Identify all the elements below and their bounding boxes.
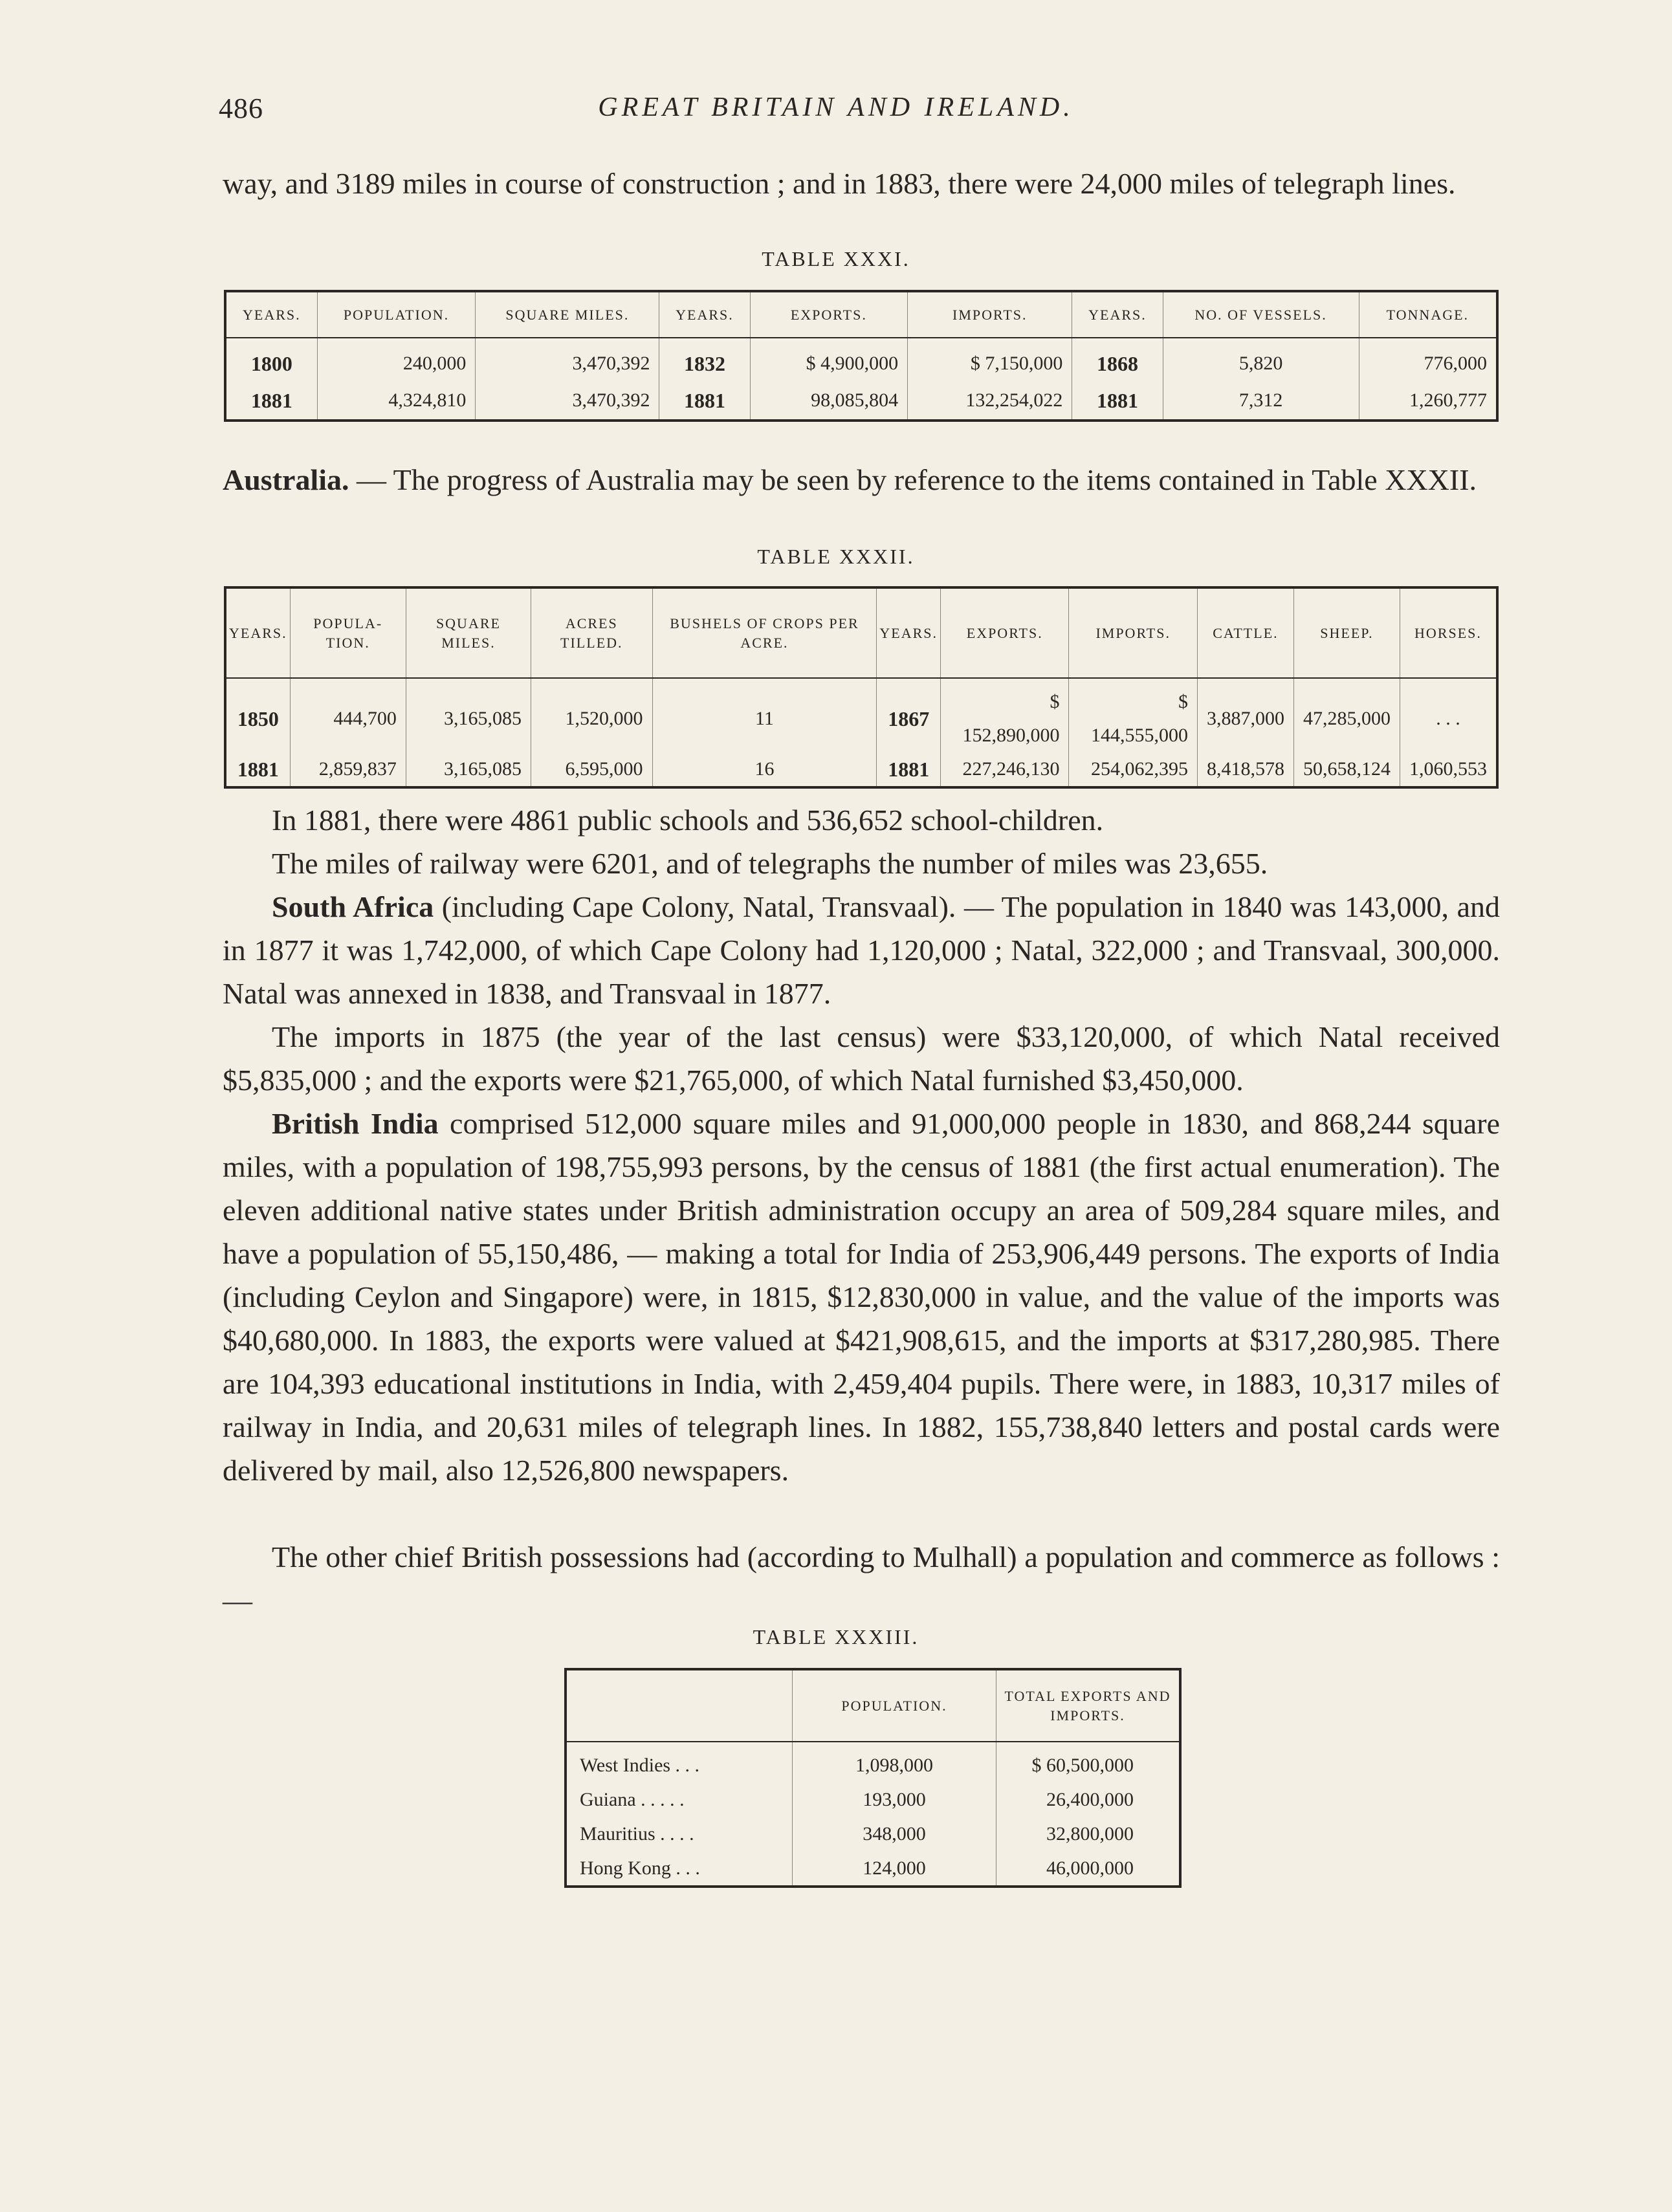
table-cell: 348,000: [793, 1817, 996, 1852]
table-cell: 444,700: [290, 678, 406, 752]
table-31-header: YEARS.: [1072, 291, 1163, 338]
table-cell: 4,324,810: [317, 382, 476, 421]
table-cell: 254,062,395: [1069, 752, 1197, 787]
table-32-header: ACRES TILLED.: [531, 587, 653, 678]
table-cell: 3,470,392: [476, 382, 659, 421]
table-cell: 6,595,000: [531, 752, 653, 787]
table-cell: 5,820: [1163, 338, 1359, 382]
table-row: [566, 1817, 1180, 1852]
table-cell: 1,098,000: [793, 1742, 996, 1783]
table-cell: 1832: [659, 338, 750, 382]
table-cell: 3,165,085: [406, 678, 531, 752]
railway-paragraph: The miles of railway were 6201, and of telegraphs the number of miles was 23,655.: [272, 847, 1268, 880]
table-32-header: SQUARE MILES.: [406, 587, 531, 678]
table-row: [225, 678, 1497, 752]
running-head: GREAT BRITAIN AND IRELAND.: [598, 93, 1074, 122]
table-cell: 1881: [1072, 382, 1163, 421]
table-33-header: [566, 1669, 793, 1742]
table-cell: 98,085,804: [750, 382, 908, 421]
schools-paragraph: In 1881, there were 4861 public schools and 536,652 school-children.: [272, 804, 1104, 837]
table-cell: 1,260,777: [1409, 389, 1487, 411]
table-cell: 26,400,000: [1046, 1789, 1134, 1811]
table-cell: West Indies . . .: [566, 1742, 793, 1783]
table-32-header: SHEEP.: [1293, 587, 1400, 678]
table-32: [224, 586, 1499, 789]
table-cell: 32,800,000: [1046, 1823, 1134, 1845]
table-cell: 1881: [659, 382, 750, 421]
page-number: 486: [219, 93, 263, 124]
table-cell: 2,859,837: [290, 752, 406, 787]
table-cell: $ 60,500,000: [1031, 1755, 1134, 1777]
table-31-caption: TABLE XXXI.: [762, 247, 910, 270]
table-33-header: POPULATION.: [793, 1669, 996, 1742]
table-row: [566, 1742, 1180, 1783]
table-31-header: YEARS.: [659, 291, 750, 338]
table-cell: 1867: [877, 678, 941, 752]
table-32-header: IMPORTS.: [1069, 587, 1197, 678]
table-31-header: EXPORTS.: [750, 291, 908, 338]
table-row: [566, 1851, 1180, 1887]
table-31: [224, 290, 1499, 422]
table-cell: 1881: [225, 382, 317, 421]
table-cell: 7,312: [1163, 382, 1359, 421]
table-cell: 3,470,392: [476, 338, 659, 382]
table-cell: 8,418,578: [1197, 752, 1293, 787]
australia-text: — The progress of Australia may be seen by reference to the items contained in Table XXXII.: [349, 463, 1477, 496]
south-africa-paragraph: [223, 885, 1500, 1015]
table-cell: 47,285,000: [1293, 678, 1400, 752]
table-33-caption: TABLE XXXIII.: [753, 1625, 919, 1648]
table-cell: 16: [652, 752, 877, 787]
table-cell: 11: [652, 678, 877, 752]
british-india-text: comprised 512,000 square miles and 91,000,000 people in 1830, and 868,244 square miles, with a population of 198,755,993 persons, by the census of 1881 (the first actual enumeration). The eleven additional native states under British administration occupy an area of 509,284 square miles, and have a population of 55,150,486, — making a total for India of 253,906,449 persons. The exports of India (including Ceylon and Singapore) were, in 1815, $12,830,000 in value, and the value of the imports was $40,680,000. In 1883, the exports were valued at $421,908,615, and the imports at $317,280,985. There are 104,393 educational institutions in India, with 2,459,404 pupils. There were, in 1883, 10,317 miles of railway in India, and 20,631 miles of telegraph lines. In 1882, 155,738,840 letters and postal cards were delivered by mail, also 12,526,800 newspapers.: [223, 1107, 1501, 1487]
intro-paragraph: way, and 3189 miles in course of construction ; and in 1883, there were 24,000 miles of telegraph lines.: [223, 167, 1456, 200]
table-32-header: EXPORTS.: [941, 587, 1069, 678]
table-cell: 3,887,000: [1197, 678, 1293, 752]
table-31-header: SQUARE MILES.: [476, 291, 659, 338]
table-cell: Hong Kong . . .: [566, 1851, 793, 1887]
table-cell: Mauritius . . . .: [566, 1817, 793, 1852]
table-33: [564, 1668, 1182, 1888]
table-cell: 132,254,022: [908, 382, 1072, 421]
imports-1875-paragraph: The imports in 1875 (the year of the last census) were $33,120,000, of which Natal received $5,835,000 ; and the exports were $21,765,000, of which Natal furnished $3,450,000.: [223, 1020, 1500, 1097]
table-cell: 3,165,085: [406, 752, 531, 787]
table-32-header: BUSHELS OF CROPS PER ACRE.: [652, 587, 877, 678]
south-africa-text: (including Cape Colony, Natal, Transvaal). — The population in 1840 was 143,000, and in 1877 it was 1,742,000, of which Cape Colony had 1,120,000 ; Natal, 322,000 ; and Transvaal, 300,000. Natal was annexed in 1838, and Transvaal in 1877.: [223, 890, 1500, 1010]
table-cell: 776,000: [1424, 352, 1487, 374]
table-row: [225, 382, 1497, 421]
table-32-header: YEARS.: [225, 587, 290, 678]
table-cell: 1850: [225, 678, 290, 752]
table-cell: 1800: [225, 338, 317, 382]
table-cell: 1,060,553: [1409, 758, 1487, 780]
table-32-header: CATTLE.: [1197, 587, 1293, 678]
table-32-header: YEARS.: [877, 587, 941, 678]
table-32-header: POPULA-TION.: [290, 587, 406, 678]
table-cell: 1868: [1072, 338, 1163, 382]
table-cell: $ 144,555,000: [1069, 678, 1197, 752]
table-31-header: IMPORTS.: [908, 291, 1072, 338]
table-cell: 227,246,130: [941, 752, 1069, 787]
table-cell: 1,520,000: [531, 678, 653, 752]
table-cell: $ 7,150,000: [908, 338, 1072, 382]
table-cell: $ 4,900,000: [750, 338, 908, 382]
table-cell: $ 152,890,000: [941, 678, 1069, 752]
table-cell: 240,000: [317, 338, 476, 382]
table-row: [566, 1783, 1180, 1817]
table-cell: 50,658,124: [1293, 752, 1400, 787]
british-india-paragraph: [223, 1102, 1500, 1492]
british-india-lead: British India: [272, 1107, 439, 1140]
table-cell: 46,000,000: [1046, 1857, 1134, 1879]
table-32-caption: TABLE XXXII.: [757, 545, 915, 568]
table-31-header: TONNAGE.: [1359, 291, 1497, 338]
table-cell: . . .: [1436, 708, 1460, 729]
table-cell: 193,000: [793, 1783, 996, 1817]
table-32-header: HORSES.: [1400, 587, 1497, 678]
south-africa-lead: South Africa: [272, 890, 434, 923]
table-cell: Guiana . . . . .: [566, 1783, 793, 1817]
australia-lead: Australia.: [223, 463, 349, 496]
table-33-header: TOTAL EXPORTS AND IMPORTS.: [996, 1669, 1181, 1742]
table-31-header: YEARS.: [225, 291, 317, 338]
table-cell: 1881: [225, 752, 290, 787]
table-31-header: NO. OF VESSELS.: [1163, 291, 1359, 338]
table-row: [225, 338, 1497, 382]
australia-paragraph: [223, 458, 1500, 501]
table-cell: 1881: [877, 752, 941, 787]
table-31-header: POPULATION.: [317, 291, 476, 338]
table-row: [225, 752, 1497, 787]
table-cell: 124,000: [793, 1851, 996, 1887]
other-possessions-paragraph: The other chief British possessions had (according to Mulhall) a population and commerce as follows : —: [223, 1540, 1500, 1617]
